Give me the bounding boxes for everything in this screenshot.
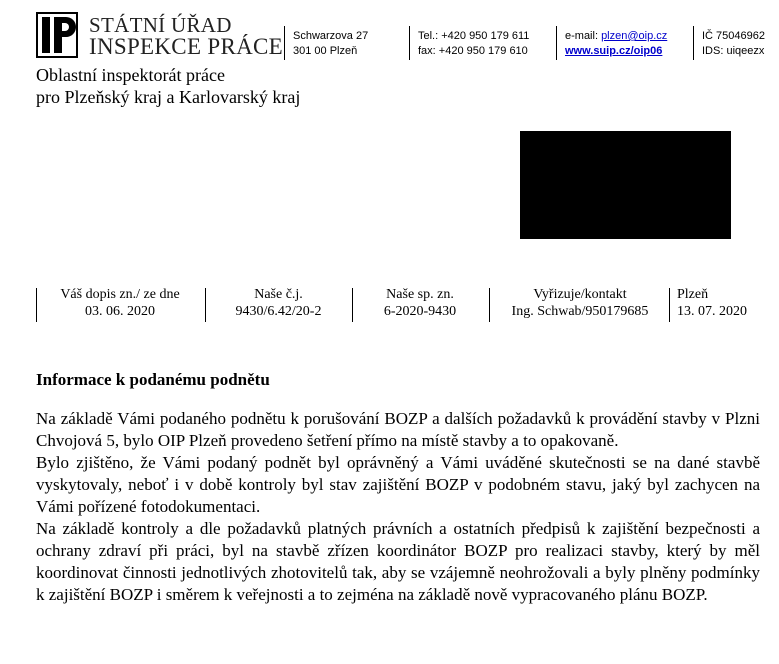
ref-divider (205, 288, 206, 322)
ref-handler (496, 286, 664, 320)
ref-file-number (360, 286, 480, 320)
phone-number: Tel.: +420 950 179 611 (418, 30, 530, 42)
fax-number: fax: +420 950 179 610 (418, 45, 528, 57)
ref-date: 13. 07. 2020 (677, 304, 747, 319)
email-row (565, 29, 667, 44)
ref-label: Naše sp. zn. (386, 287, 454, 302)
body-paragraph: Na základě kontroly a dle požadavků platných právních a ostatních předpisů k zajištění bezpečnosti a ochrany zdraví při práci, byl na stavbě zřízen koordinátor BOZP pro realizaci stavby, který by měl koordinovat činnosti jednotlivých zhotovitelů tak, aby se vzájemně neohrožovali a byly plněny podmínky k zajištění BOZP i směrem k veřejnosti a to zejména na základě nově vypracovaného plánu BOZP. (36, 519, 760, 604)
company-id: IČ 75046962 (702, 30, 765, 42)
logo-icon (36, 12, 78, 58)
ref-divider (489, 288, 490, 322)
header-phone (418, 29, 529, 59)
document-body (36, 408, 760, 606)
body-paragraph: Bylo zjištěno, že Vámi podaný podnět byl oprávněný a Vámi uváděné skutečnosti se na dané stavbě vyskytovaly, neboť i v době kontroly byl stav zajištění BOZP v podobném stavu, jaký byl zachycen na Vámi pořízené fotodokumentaci. (36, 453, 760, 516)
body-paragraph: Na základě Vámi podaného podnětu k porušování BOZP a dalších požadavků k provádění stavby v Plzni Chvojová 5, bylo OIP Plzeň provedeno šetření přímo na místě stavby a to opakovaně. (36, 409, 760, 450)
email-link[interactable]: plzen@oip.cz (601, 30, 668, 42)
institution-name-line1: STÁTNÍ ÚŘAD (89, 13, 232, 37)
header-contact (565, 29, 667, 59)
office-name (36, 64, 300, 108)
email-label: e-mail: (565, 30, 602, 42)
header-divider (409, 26, 410, 60)
header-ids (702, 29, 765, 59)
ref-your-letter (46, 286, 194, 320)
institution-name (89, 14, 283, 58)
office-line1: Oblastní inspektorát práce (36, 65, 225, 85)
document-title: Informace k podanému podnětu (36, 370, 270, 389)
office-line2: pro Plzeňský kraj a Karlovarský kraj (36, 87, 301, 107)
address-city: 301 00 Plzeň (293, 45, 358, 57)
header-address (293, 29, 368, 59)
web-link[interactable]: www.suip.cz/oip06 (565, 45, 663, 57)
redacted-address (520, 131, 731, 239)
header-divider (556, 26, 557, 60)
ref-label: Váš dopis zn./ ze dne (60, 287, 180, 302)
institution-logo (36, 12, 78, 58)
header-divider (693, 26, 694, 60)
ref-our-number (212, 286, 345, 320)
ref-divider (352, 288, 353, 322)
ref-divider (36, 288, 37, 322)
ref-place-date (677, 286, 747, 320)
ref-label: Vyřizuje/kontakt (533, 287, 627, 302)
data-box-id: IDS: uiqeezx (702, 45, 765, 57)
ref-label: Naše č.j. (254, 287, 303, 302)
address-street: Schwarzova 27 (293, 30, 369, 42)
ref-value: 9430/6.42/20-2 (235, 304, 322, 319)
institution-name-line2: INSPEKCE PRÁCE (89, 34, 283, 59)
ref-value: 6-2020-9430 (383, 304, 457, 319)
ref-value: Ing. Schwab/950179685 (511, 304, 649, 319)
ref-divider (669, 288, 670, 322)
ref-place: Plzeň (677, 287, 709, 302)
header-divider (284, 26, 285, 60)
ref-value: 03. 06. 2020 (85, 304, 155, 319)
